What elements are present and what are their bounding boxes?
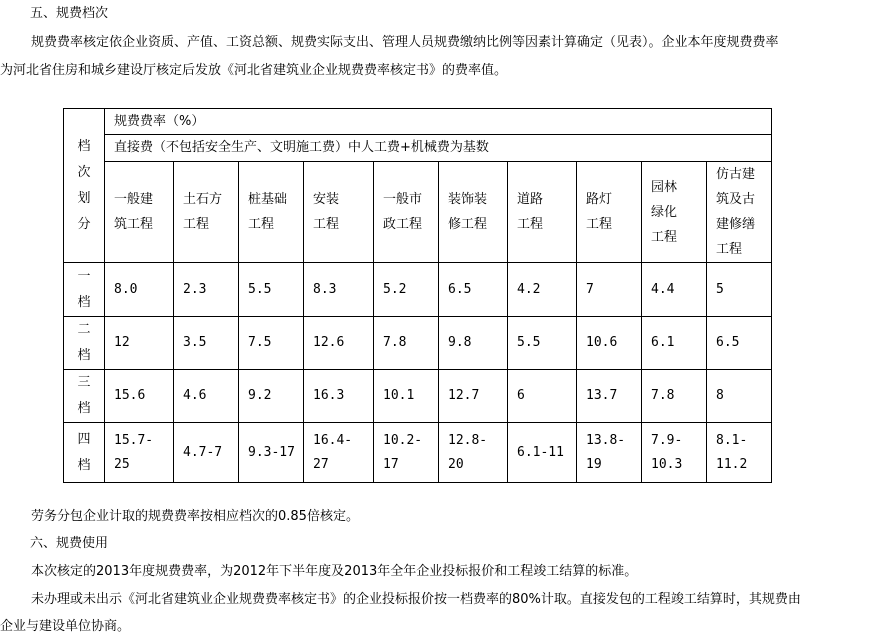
rate-cell <box>508 423 577 483</box>
grade-header <box>64 109 105 263</box>
rate-value-line: 5.5 <box>248 281 272 297</box>
category-header-line: 筑及古 <box>716 192 756 207</box>
category-header-line: 工程 <box>651 229 678 245</box>
rate-value-line: 8 <box>716 388 724 403</box>
rate-value-line: 6.1 <box>651 335 675 350</box>
rate-cell <box>105 317 174 370</box>
category-header-line: 工程 <box>517 217 544 232</box>
rate-cell <box>174 317 239 370</box>
rate-cell <box>374 370 439 423</box>
rate-value-line: 9.3-17 <box>248 444 295 460</box>
rate-value-line: 7.8 <box>383 335 407 350</box>
rate-cell <box>239 423 304 483</box>
rate-value-line: 6.5 <box>448 281 472 297</box>
grade-label-char: 档 <box>77 401 91 416</box>
category-header-line: 仿古建 <box>716 167 756 182</box>
rate-value-line: 8.1- <box>716 432 748 448</box>
rate-cell <box>707 370 772 423</box>
rate-value-line: 7.9- <box>651 432 683 448</box>
category-header <box>105 162 174 263</box>
table-row <box>64 423 772 483</box>
rate-cell <box>105 263 174 317</box>
rate-value-line: 12.8- <box>448 432 488 448</box>
table-row <box>64 370 772 423</box>
rate-value-line: 10.3 <box>651 456 683 472</box>
grade-label-char: 一 <box>77 268 91 284</box>
rate-value-line: 17 <box>383 456 399 472</box>
rate-cell <box>374 423 439 483</box>
category-header-line: 工程 <box>248 217 275 232</box>
category-header <box>642 162 707 263</box>
category-header-line: 工程 <box>716 242 743 257</box>
rate-value-line: 4.2 <box>517 281 541 297</box>
category-header-line: 工程 <box>586 217 613 232</box>
grade-header-char: 划 <box>77 190 91 206</box>
rate-cell <box>239 263 304 317</box>
rate-value-line: 12.6 <box>313 335 345 350</box>
category-header-line: 一般市 <box>383 192 423 207</box>
rate-cell <box>174 423 239 483</box>
rate-value-line: 20 <box>448 456 464 472</box>
grade-label <box>64 423 105 483</box>
grade-label-char: 三 <box>77 375 91 390</box>
fee-table-body <box>64 109 772 483</box>
rate-cell <box>577 370 642 423</box>
section-5-heading: 五、规费档次 <box>30 6 109 21</box>
grade-label <box>64 317 105 370</box>
section-5-paragraph-line-1: 规费费率核定依企业资质、产值、工资总额、规费实际支出、管理人员规费缴纳比例等因素计算确定（见表）。企业本年度规费费率 <box>31 35 779 50</box>
rate-cell <box>304 370 374 423</box>
rate-value-line: 7 <box>586 281 594 297</box>
rate-value-line: 6.5 <box>716 335 740 350</box>
grade-header-char: 分 <box>77 216 91 232</box>
category-header-row <box>64 162 772 263</box>
section-6-paragraph-2-line-1: 未办理或未出示《河北省建筑业企业规费费率核定书》的企业投标报价按一档费率的80%计取。直接发包的工程竣工结算时，其规费由 <box>31 592 801 607</box>
rate-value-line: 5.5 <box>517 335 541 350</box>
category-header <box>304 162 374 263</box>
rate-cell <box>707 423 772 483</box>
rate-value-line: 27 <box>313 456 329 472</box>
category-header-line: 工程 <box>183 217 210 232</box>
rate-value-line: 10.2- <box>383 432 423 448</box>
fee-rate-table <box>63 108 772 483</box>
rate-value-line: 4.7-7 <box>183 444 223 460</box>
rate-value-line: 12.7 <box>448 388 480 403</box>
rate-cell <box>508 263 577 317</box>
rate-value-line: 25 <box>114 456 130 472</box>
category-header <box>707 162 772 263</box>
rate-cell <box>577 263 642 317</box>
rate-value-line: 10.6 <box>586 335 618 350</box>
rate-cell <box>174 370 239 423</box>
section-6-paragraph-2-line-2: 企业与建设单位协商。 <box>0 619 131 634</box>
category-header <box>374 162 439 263</box>
rate-value-line: 9.2 <box>248 388 272 403</box>
category-header-line: 土石方 <box>183 192 223 207</box>
rate-cell <box>577 423 642 483</box>
rate-value-line: 3.5 <box>183 335 207 350</box>
category-header <box>239 162 304 263</box>
rate-cell <box>374 317 439 370</box>
rate-cell <box>105 423 174 483</box>
rate-cell <box>239 370 304 423</box>
base-header: 直接费（不包括安全生产、文明施工费）中人工费+机械费为基数 <box>105 135 772 162</box>
rate-value-line: 4.4 <box>651 281 675 297</box>
rate-cell <box>508 370 577 423</box>
category-header-line: 工程 <box>313 217 340 232</box>
section-6-paragraph-1: 本次核定的2013年度规费费率，为2012年下半年度及2013年全年企业投标报价和工程竣工结算的标准。 <box>31 564 638 579</box>
rate-value-line: 19 <box>586 456 602 472</box>
rate-header: 规费费率（%） <box>105 109 772 135</box>
rate-header-row <box>64 109 772 135</box>
category-header-line: 政工程 <box>383 217 423 232</box>
rate-cell <box>577 317 642 370</box>
category-header <box>577 162 642 263</box>
grade-header-char: 次 <box>77 164 91 180</box>
rate-value-line: 9.8 <box>448 335 472 350</box>
rate-value-line: 8.3 <box>313 281 337 297</box>
rate-cell <box>642 317 707 370</box>
rate-value-line: 8.0 <box>114 281 138 297</box>
rate-cell <box>707 317 772 370</box>
grade-label <box>64 263 105 317</box>
category-header-line: 道路 <box>517 192 544 207</box>
category-header-line: 装饰装 <box>448 192 488 207</box>
rate-cell <box>239 317 304 370</box>
category-header-line: 路灯 <box>586 192 613 207</box>
grade-label-char: 四 <box>77 431 91 447</box>
rate-cell <box>304 317 374 370</box>
rate-value-line: 2.3 <box>183 281 207 297</box>
category-header <box>439 162 508 263</box>
rate-cell <box>642 423 707 483</box>
rate-value-line: 6.1-11 <box>517 444 564 460</box>
category-header <box>174 162 239 263</box>
rate-value-line: 15.7- <box>114 432 154 448</box>
category-header-line: 建修缮 <box>716 217 756 232</box>
grade-label <box>64 370 105 423</box>
rate-cell <box>642 263 707 317</box>
rate-value-line: 5 <box>716 281 724 297</box>
rate-value-line: 15.6 <box>114 388 146 403</box>
category-header-line: 安装 <box>313 192 340 207</box>
labor-subcontract-note: 劳务分包企业计取的规费费率按相应档次的0.85倍核定。 <box>31 509 359 524</box>
rate-value-line: 11.2 <box>716 456 748 472</box>
section-5-paragraph-line-2: 为河北省住房和城乡建设厅核定后发放《河北省建筑业企业规费费率核定书》的费率值。 <box>0 63 508 78</box>
rate-cell <box>374 263 439 317</box>
rate-value-line: 16.3 <box>313 388 345 403</box>
rate-cell <box>439 423 508 483</box>
category-header-line: 修工程 <box>448 217 488 232</box>
category-header <box>508 162 577 263</box>
rate-value-line: 7.5 <box>248 335 272 350</box>
rate-value-line: 6 <box>517 388 525 403</box>
rate-value-line: 10.1 <box>383 388 415 403</box>
category-header-line: 桩基础 <box>248 192 288 207</box>
rate-cell <box>439 263 508 317</box>
section-6-heading: 六、规费使用 <box>30 536 109 551</box>
base-header-row <box>64 135 772 162</box>
rate-cell <box>707 263 772 317</box>
rate-value-line: 7.8 <box>651 388 675 403</box>
grade-label-char: 档 <box>77 457 91 473</box>
grade-label-char: 二 <box>77 322 91 337</box>
table-row <box>64 263 772 317</box>
category-header-line: 园林 <box>651 179 678 195</box>
grade-header-char: 档 <box>77 138 91 154</box>
rate-cell <box>508 317 577 370</box>
category-header-line: 绿化 <box>651 204 678 220</box>
grade-label-char: 档 <box>77 348 91 363</box>
category-header-line: 筑工程 <box>114 217 154 232</box>
rate-cell <box>439 317 508 370</box>
rate-value-line: 12 <box>114 335 130 350</box>
table-row <box>64 317 772 370</box>
grade-label-char: 档 <box>77 294 91 310</box>
rate-cell <box>105 370 174 423</box>
rate-value-line: 13.8- <box>586 432 626 448</box>
rate-cell <box>174 263 239 317</box>
rate-cell <box>642 370 707 423</box>
category-header-line: 一般建 <box>114 192 154 207</box>
rate-value-line: 13.7 <box>586 388 618 403</box>
rate-cell <box>304 423 374 483</box>
rate-value-line: 5.2 <box>383 281 407 297</box>
rate-cell <box>304 263 374 317</box>
rate-value-line: 4.6 <box>183 388 207 403</box>
rate-value-line: 16.4- <box>313 432 353 448</box>
rate-cell <box>439 370 508 423</box>
